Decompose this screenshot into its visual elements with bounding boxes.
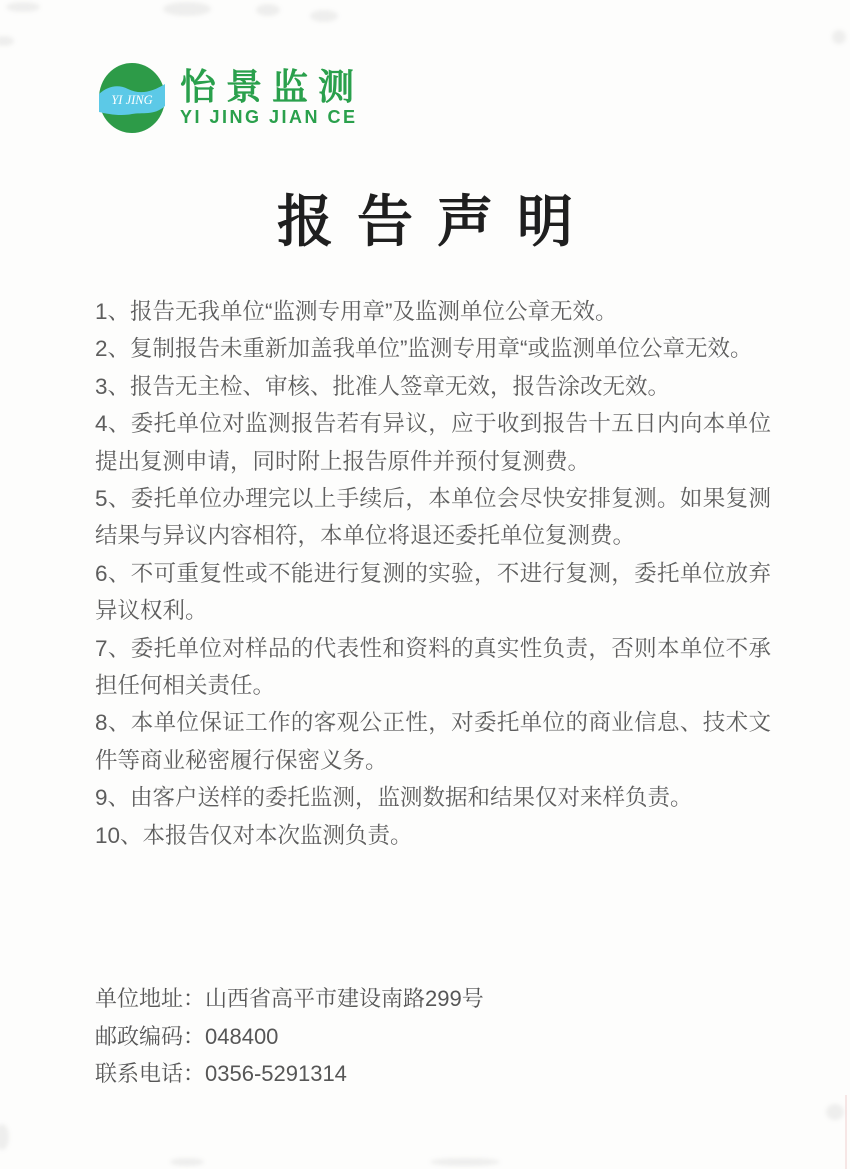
declaration-item-2: 2、复制报告未重新加盖我单位”监测专用章“或监测单位公章无效。 [95,336,753,362]
declaration-item-4: 4、委托单位对监测报告若有异议，应于收到报告十五日内向本单位提出复测申请，同时附上报告原件并预付复测费。 [95,411,771,474]
scan-artifact [430,1158,500,1166]
logo-badge-text: YI JING [111,93,153,107]
declaration-item-6: 6、不可重复性或不能进行复测的实验，不进行复测，委托单位放弃异议权利。 [95,560,771,624]
logo-name-pinyin: YI JING JIAN CE [180,107,358,128]
contact-address: 单位地址：山西省高平市建设南路299号 [95,986,484,1011]
declaration-item-3: 3、报告无主检、审核、批准人签章无效，报告涂改无效。 [95,373,671,399]
logo-name-chinese: 怡景监测 [180,65,365,107]
declaration-item-5: 5、委托单位办理完以上手续后，本单位会尽快安排复测。如果复测结果与异议内容相符，本单位将退还委托单位复测费。 [95,486,771,549]
scan-artifact [832,30,846,44]
scan-artifact [0,36,14,46]
declaration-item-10: 10、本报告仅对本次监测负责。 [95,822,413,848]
scan-artifact [0,1124,9,1150]
scan-artifact [256,4,280,16]
contact-info [95,980,484,1093]
scan-artifact [170,1158,204,1166]
scan-artifact [163,2,211,16]
contact-postcode: 邮政编码：048400 [95,1023,279,1049]
logo-wordmark [180,65,365,129]
company-logo [98,62,364,134]
scan-artifact [6,2,40,12]
scan-artifact [310,10,338,22]
logo-badge-icon [98,62,166,134]
scan-artifact [826,1104,844,1120]
declaration-item-9: 9、由客户送样的委托监测，监测数据和结果仅对来样负责。 [95,785,693,811]
scan-edge-line [845,1095,847,1169]
declaration-list [95,293,771,854]
contact-phone: 联系电话：0356-5291314 [95,1061,347,1086]
declaration-item-7: 7、委托单位对样品的代表性和资料的真实性负责，否则本单位不承担任何相关责任。 [95,635,771,699]
page-title: 报告声明 [277,192,597,254]
declaration-item-8: 8、本单位保证工作的客观公正性，对委托单位的商业信息、技术文件等商业秘密履行保密义务。 [95,710,771,773]
declaration-item-1: 1、报告无我单位“监测专用章”及监测单位公章无效。 [95,299,618,324]
